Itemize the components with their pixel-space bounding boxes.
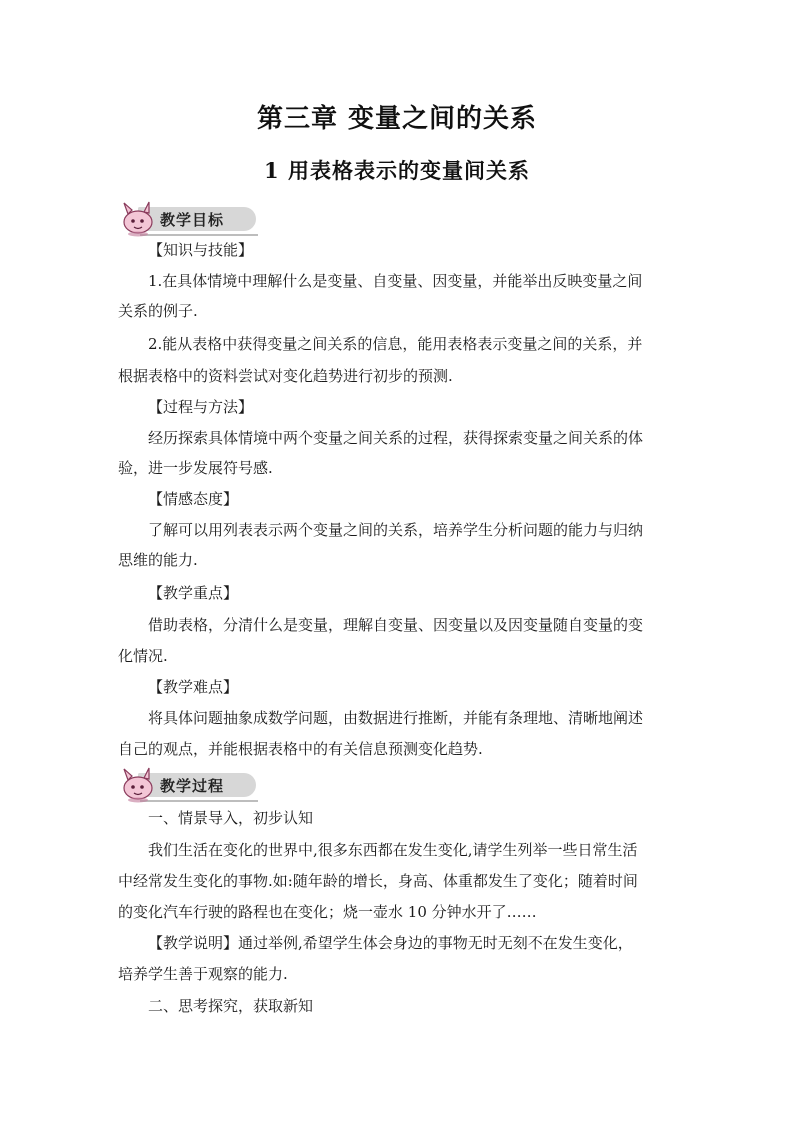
objective-text: 2.能从表格中获得变量之间关系的信息，能用表格表示变量之间的关系，并: [148, 335, 643, 353]
step-heading: 一、情景导入，初步认知: [148, 809, 314, 827]
difficult-point-heading: 【教学难点】: [148, 678, 239, 696]
process-badge: [118, 766, 258, 804]
teaching-note: 培养学生善于观察的能力.: [118, 965, 288, 983]
objective-text: 1.在具体情境中理解什么是变量、自变量、因变量，并能举出反映变量之间: [148, 272, 643, 290]
teaching-note: 【教学说明】通过举例,希望学生体会身边的事物无时无刻不在发生变化，: [148, 934, 633, 952]
badge-label: 教学目标: [160, 211, 225, 229]
mascot-icon: [118, 200, 158, 238]
process-text: 我们生活在变化的世界中,很多东西都在发生变化,请学生列举一些日常生活: [148, 841, 638, 859]
objective-text: 了解可以用列表表示两个变量之间的关系，培养学生分析问题的能力与归纳: [148, 521, 644, 539]
objective-text: 经历探索具体情境中两个变量之间关系的过程，获得探索变量之间关系的体: [148, 429, 644, 447]
process-text: 的变化汽车行驶的路程也在变化；烧一壶水 10 分钟水开了……: [118, 903, 537, 921]
chapter-title: 第三章 变量之间的关系: [256, 104, 538, 134]
key-point-heading: 【教学重点】: [148, 584, 239, 602]
objective-text: 将具体问题抽象成数学问题，由数据进行推断，并能有条理地、清晰地阐述: [148, 709, 644, 727]
mascot-icon: [118, 766, 158, 804]
objective-text: 自己的观点，并能根据表格中的有关信息预测变化趋势.: [118, 740, 483, 758]
objective-text: 根据表格中的资料尝试对变化趋势进行初步的预测.: [118, 367, 453, 385]
process-text: 中经常发生变化的事物.如:随年龄的增长，身高、体重都发生了变化；随着时间: [118, 872, 638, 890]
emotion-heading: 【情感态度】: [148, 490, 239, 508]
section-title: 1 用表格表示的变量间关系: [264, 158, 530, 183]
knowledge-heading: 【知识与技能】: [148, 241, 254, 259]
objective-text: 化情况.: [118, 647, 168, 665]
badge-label: 教学过程: [160, 777, 225, 795]
step-heading: 二、思考探究，获取新知: [148, 997, 314, 1015]
objectives-badge: [118, 200, 258, 238]
objective-text: 验，进一步发展符号感.: [118, 459, 273, 477]
objective-text: 借助表格，分清什么是变量，理解自变量、因变量以及因变量随自变量的变: [148, 616, 644, 634]
objective-text: 关系的例子.: [118, 302, 198, 320]
objective-text: 思维的能力.: [118, 551, 198, 569]
process-method-heading: 【过程与方法】: [148, 398, 254, 416]
